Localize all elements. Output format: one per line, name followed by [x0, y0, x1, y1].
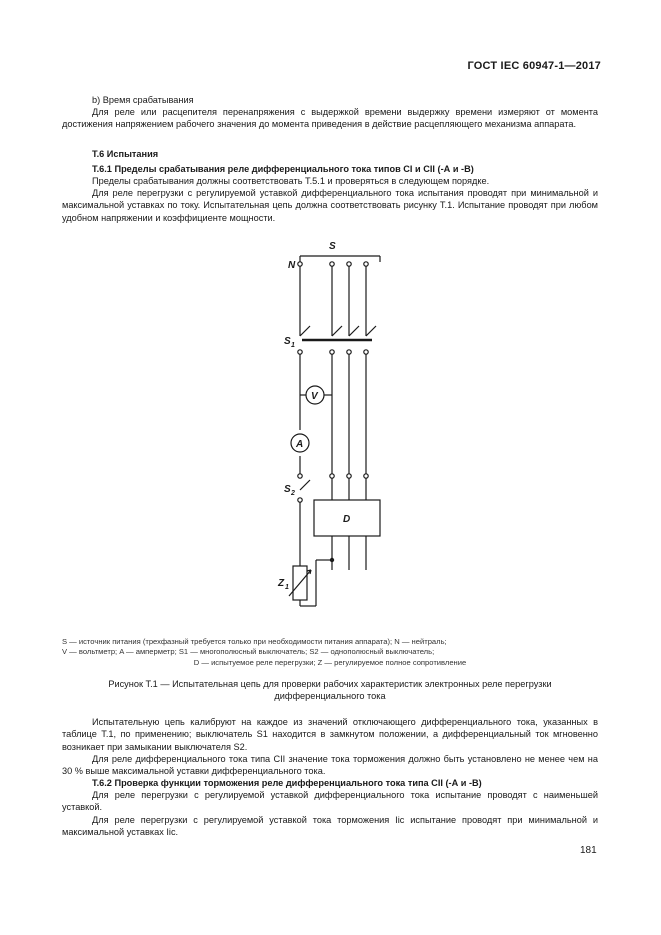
section-t61-p1: Пределы срабатывания должны соответствовать Т.5.1 и проверяться в следующем порядке. — [92, 176, 490, 186]
switch-s1-subscript: 1 — [291, 342, 295, 349]
ammeter-label: A — [296, 439, 304, 450]
caption-line-1: Рисунок Т.1 — Испытательная цепь для проверки рабочих характеристик электронных реле перегрузки — [108, 679, 552, 689]
section-t61-title: T.6.1 Пределы срабатывания реле дифференциального тока типов CI и CII (-А и -В) — [92, 164, 474, 174]
legend-line-3: D — испытуемое реле перегрузки; Z — регулируемое полное сопротивление — [193, 657, 467, 667]
impedance-subscript: 1 — [285, 584, 289, 591]
device-label: D — [343, 514, 351, 525]
figure-caption — [62, 678, 598, 703]
page-number: 181 — [580, 845, 597, 856]
section-t61-p2: Для реле перегрузки с регулируемой уставкой дифференциального тока испытания проводят при минимальной и максимальной уставках по току. Испытательная цепь должна соответствовать рисунку Т.1. Испытание проводят при любом удобном напряжении и коэффициенте мощности. — [62, 188, 598, 223]
section-b-text: Для реле или расцепителя перенапряжения с выдержкой времени выдержку времени измеряют от момента достижения напряжением рабочего значения до момента приведения в действие расцепляющего механизма аппарата. — [62, 107, 598, 130]
section-t6-title: T.6 Испытания — [92, 149, 159, 159]
neutral-label: N — [288, 260, 296, 271]
figure-legend — [62, 637, 598, 668]
test-circuit-diagram — [270, 232, 420, 612]
source-label: S — [329, 241, 336, 252]
impedance-label: Z — [278, 578, 285, 589]
legend-line-1: S — источник питания (трехфазный требуется только при необходимости питания аппарата); N — нейтраль; — [62, 637, 447, 646]
section-b-title: b) Время срабатывания — [92, 95, 194, 105]
switch-s2-subscript: 2 — [291, 490, 295, 497]
calibration-paragraph: Испытательную цепь калибруют на каждое из значений отключающего дифференциального тока, указанных в таблице Т.1, по применению; выключатель S1 находится в замкнутом положении, а дифференциальный ток мгновенно возникает при замыкании выключателя S2. — [62, 717, 598, 752]
voltmeter-label: V — [311, 391, 318, 402]
section-t62-title: T.6.2 Проверка функции торможения реле дифференциального тока типа CII (-А и -В) — [92, 778, 482, 788]
document-header: ГОСТ IEC 60947-1—2017 — [467, 60, 601, 72]
section-t62-p1: Для реле перегрузки с регулируемой уставкой дифференциального тока испытание проводят с наименьшей уставкой. — [62, 790, 598, 813]
section-t62-p2: Для реле перегрузки с регулируемой уставкой тока торможения Iic испытание проводят при минимальной и максимальной уставках Iic. — [62, 815, 598, 838]
cii-paragraph: Для реле дифференциального тока типа CII значение тока торможения должно быть установлено не менее чем на 30 % выше максимальной уставки дифференциального тока. — [62, 754, 598, 777]
switch-s2-label: S — [284, 484, 291, 495]
legend-line-2: V — вольтметр; A — амперметр; S1 — многополюсный выключатель; S2 — однополюсный выключатель; — [62, 647, 435, 657]
caption-line-2: дифференциального тока — [274, 691, 386, 702]
switch-s1-label: S — [284, 336, 291, 347]
